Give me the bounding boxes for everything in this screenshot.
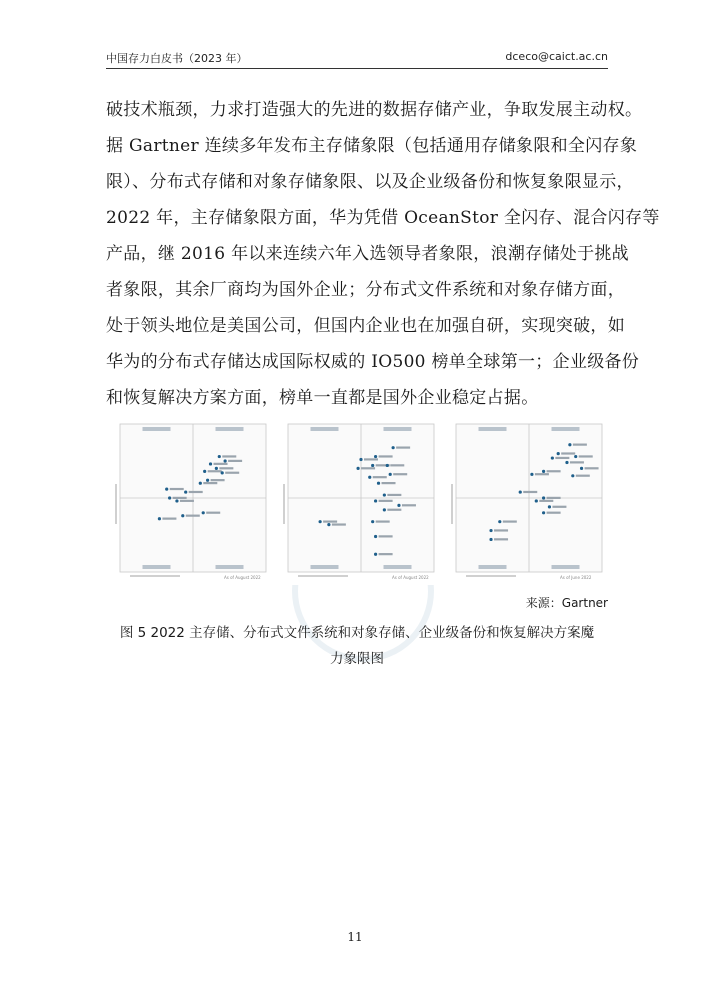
vendor-dot: [565, 461, 568, 464]
vendor-label: [585, 467, 599, 469]
vendor-label: [228, 460, 242, 462]
vendor-label: [373, 476, 387, 478]
vendor-label: [206, 512, 220, 514]
body-line: 产品，继 2016 年以来连续六年入选领导者象限，浪潮存储处于挑战: [106, 244, 629, 264]
vendor-dot: [374, 499, 377, 502]
magic-quadrant-backup-recovery: [450, 420, 608, 585]
quadrant-label-tab: [143, 427, 171, 431]
quadrant-date-label: As of August 2022: [392, 575, 429, 580]
vendor-dot: [327, 523, 330, 526]
magic-quadrant-figures: [106, 420, 608, 585]
vendor-label: [570, 461, 584, 463]
vendor-label: [503, 520, 517, 522]
body-line: 华为的分布式存储达成国际权威的 IO500 榜单全球第一；企业级备份: [106, 352, 640, 372]
vendor-label: [211, 479, 225, 481]
vendor-label: [379, 500, 393, 502]
x-axis-label: [298, 575, 348, 577]
vendor-label: [494, 538, 508, 540]
vendor-label: [379, 553, 393, 555]
x-axis-label: [130, 575, 180, 577]
vendor-label: [364, 458, 378, 460]
quadrant-label-tab: [311, 427, 339, 431]
quadrant-label-tab: [479, 427, 507, 431]
vendor-label: [170, 488, 184, 490]
quadrant-label-tab: [479, 565, 507, 569]
vendor-dot: [489, 529, 492, 532]
vendor-label: [376, 520, 390, 522]
vendor-dot: [224, 459, 227, 462]
vendor-label: [189, 491, 203, 493]
vendor-dot: [168, 496, 171, 499]
figure-source: 来源：Gartner: [525, 596, 608, 610]
vendor-dot: [542, 470, 545, 473]
vendor-dot: [383, 493, 386, 496]
vendor-label: [379, 535, 393, 537]
body-line: 处于领头地位是美国公司，但国内企业也在加强自研，实现突破，如: [106, 316, 625, 336]
vendor-dot: [203, 470, 206, 473]
vendor-dot: [319, 520, 322, 523]
vendor-dot: [519, 490, 522, 493]
vendor-label: [390, 464, 404, 466]
quadrant-label-tab: [384, 565, 412, 569]
vendor-label: [393, 473, 407, 475]
y-axis-label: [115, 484, 117, 524]
vendor-dot: [389, 473, 392, 476]
vendor-label: [547, 512, 561, 514]
vendor-label: [387, 494, 401, 496]
vendor-dot: [392, 446, 395, 449]
vendor-dot: [218, 455, 221, 458]
vendor-dot: [359, 458, 362, 461]
quadrant-date-label: As of August 2022: [224, 575, 261, 580]
quadrant-label-tab: [384, 427, 412, 431]
vendor-dot: [374, 535, 377, 538]
vendor-dot: [580, 467, 583, 470]
vendor-dot: [530, 473, 533, 476]
vendor-label: [162, 518, 176, 520]
vendor-dot: [371, 520, 374, 523]
vendor-label: [214, 463, 228, 465]
vendor-label: [555, 457, 569, 459]
vendor-dot: [184, 490, 187, 493]
vendor-label: [573, 444, 587, 446]
vendor-dot: [542, 511, 545, 514]
vendor-label: [579, 455, 593, 457]
vendor-dot: [221, 471, 224, 474]
quadrant-date-label: As of June 2022: [560, 575, 592, 580]
body-line: 和恢复解决方案方面，榜单一直都是国外企业稳定占据。: [106, 388, 539, 408]
vendor-dot: [165, 488, 168, 491]
vendor-dot: [215, 467, 218, 470]
quadrant-label-tab: [143, 565, 171, 569]
quadrant-label-tab: [311, 565, 339, 569]
vendor-dot: [574, 455, 577, 458]
body-line: 据 Gartner 连续多年发布主存储象限（包括通用存储象限和全闪存象: [106, 136, 638, 156]
vendor-dot: [209, 462, 212, 465]
y-axis-label: [451, 484, 453, 524]
quadrant-label-tab: [552, 427, 580, 431]
vendor-dot: [202, 511, 205, 514]
body-line: 者象限，其余厂商均为国外企业；分布式文件系统和对象存储方面，: [106, 280, 625, 300]
vendor-dot: [158, 517, 161, 520]
y-axis-label: [283, 484, 285, 524]
vendor-label: [535, 473, 549, 475]
header-rule: [106, 68, 608, 69]
vendor-label: [547, 497, 561, 499]
vendor-label: [361, 467, 375, 469]
vendor-label: [180, 500, 194, 502]
vendor-label: [402, 504, 416, 506]
vendor-label: [561, 452, 575, 454]
quadrant-label-tab: [552, 565, 580, 569]
vendor-label: [186, 515, 200, 517]
quadrant-plot: [114, 420, 272, 585]
vendor-label: [323, 520, 337, 522]
body-line: 2022 年，主存储象限方面，华为凭借 OceanStor 全闪存、混合闪存等: [106, 208, 660, 228]
vendor-dot: [377, 482, 380, 485]
quadrant-plot: [282, 420, 440, 585]
vendor-dot: [206, 479, 209, 482]
quadrant-label-tab: [216, 427, 244, 431]
body-line: 破技术瓶颈，力求打造强大的先进的数据存储产业，争取发展主动权。: [106, 100, 643, 120]
vendor-label: [203, 482, 217, 484]
vendor-dot: [386, 464, 389, 467]
vendor-label: [387, 509, 401, 511]
vendor-dot: [368, 476, 371, 479]
vendor-label: [552, 506, 566, 508]
vendor-label: [576, 475, 590, 477]
vendor-dot: [568, 443, 571, 446]
vendor-dot: [548, 505, 551, 508]
header-email: dceco@caict.ac.cn: [505, 50, 608, 63]
vendor-label: [547, 470, 561, 472]
magic-quadrant-distributed-storage: [282, 420, 440, 585]
vendor-dot: [371, 464, 374, 467]
vendor-dot: [489, 538, 492, 541]
magic-quadrant-primary-storage: [114, 420, 272, 585]
vendor-label: [523, 491, 537, 493]
caption-line: 图 5 2022 主存储、分布式文件系统和对象存储、企业级备份和恢复解决方案魔: [119, 625, 595, 641]
figure-caption: [106, 620, 608, 672]
page-number: 11: [347, 930, 363, 944]
vendor-label: [219, 467, 233, 469]
vendor-label: [332, 523, 346, 525]
vendor-dot: [542, 496, 545, 499]
vendor-label: [382, 482, 396, 484]
vendor-dot: [535, 499, 538, 502]
vendor-dot: [175, 499, 178, 502]
x-axis-label: [466, 575, 516, 577]
vendor-label: [494, 529, 508, 531]
vendor-dot: [374, 553, 377, 556]
vendor-label: [396, 446, 410, 448]
quadrant-plot: [450, 420, 608, 585]
vendor-dot: [383, 508, 386, 511]
vendor-dot: [199, 482, 202, 485]
quadrant-label-tab: [216, 565, 244, 569]
vendor-dot: [397, 504, 400, 507]
vendor-dot: [498, 520, 501, 523]
vendor-label: [225, 472, 239, 474]
vendor-dot: [551, 456, 554, 459]
caption-line: 力象限图: [330, 651, 384, 667]
header-title: 中国存力白皮书（2023 年）: [106, 52, 248, 65]
body-line: 限）、分布式存储和对象存储象限、以及企业级备份和恢复象限显示，: [106, 172, 634, 192]
vendor-label: [222, 455, 236, 457]
vendor-label: [208, 470, 222, 472]
vendor-label: [379, 455, 393, 457]
vendor-dot: [557, 452, 560, 455]
body-paragraph: [106, 92, 660, 416]
page-header: [106, 50, 608, 68]
vendor-dot: [181, 514, 184, 517]
vendor-label: [173, 497, 187, 499]
vendor-label: [539, 500, 553, 502]
vendor-dot: [571, 474, 574, 477]
vendor-dot: [356, 467, 359, 470]
vendor-dot: [374, 455, 377, 458]
